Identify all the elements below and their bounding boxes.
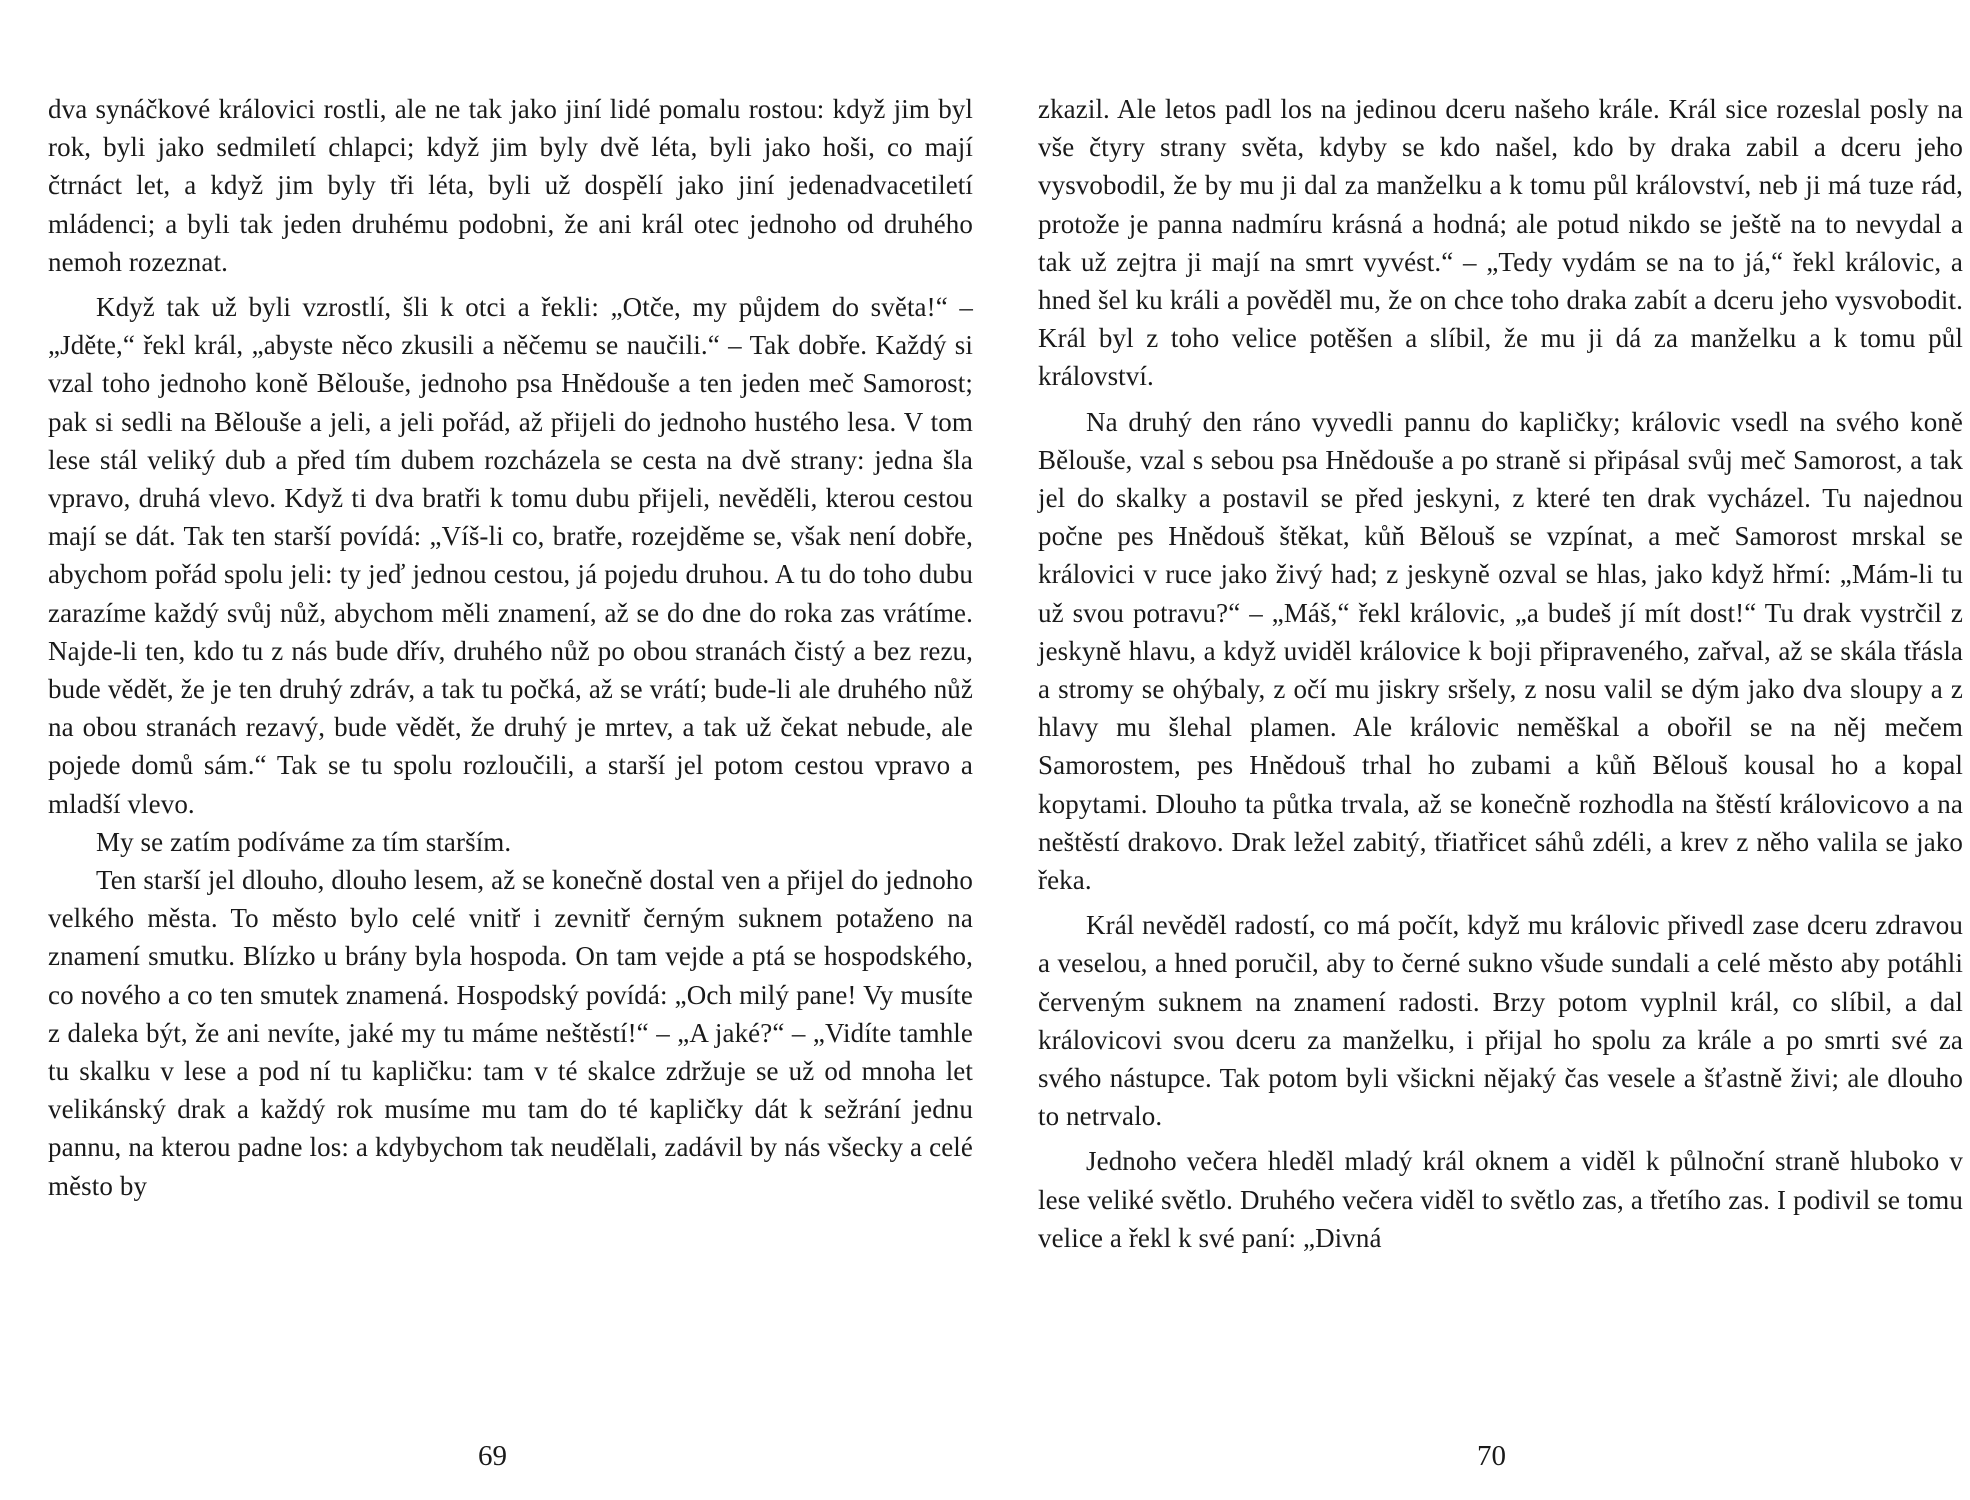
- page-number: 69: [478, 1440, 507, 1472]
- paragraph: My se zatím podíváme za tím starším.: [96, 826, 512, 857]
- paragraph: Když tak už byli vzrostlí, šli k otci a řekli: „Otče, my půjdem do světa!“ – „Jděte,“ řekl král, „abyste něco zkusili a něčemu se naučili.“ – Tak dobře. Každý si vzal toho jednoho koně Bělouše, jednoho psa Hnědouše a ten jeden meč Samorost; pak si sedli na Bělouše a jeli, a jeli pořád, až přijeli do jednoho hustého lesa. V tom lese stál veliký dub a před tím dubem rozcházela se cesta na dvě strany: jedna šla vpravo, druhá vlevo. Když ti dva bratři k tomu dubu přijeli, nevěděli, kterou cestou mají se dát. Tak ten starší povídá: „Víš-li co, bratře, rozejděme se, však není dobře, abychom pořád spolu jeli: ty jeď jednou cestou, já pojedu druhou. A tu do toho dubu zarazíme každý svůj nůž, abychom měli znamení, až se do dne do roka zas vrátíme. Najde-li ten, kdo tu z nás bude dřív, druhého nůž po obou stranách čistý a bez rezu, bude vědět, že je ten druhý zdráv, a tak tu počká, až se vrátí; bude-li ale druhého nůž na obou stranách rezavý, bude vědět, že druhý je mrtev, a tak už čekat nebude, ale pojede domů sám.“ Tak se tu spolu rozloučili, a starší jel potom cestou vpravo a mladší vlevo.: [48, 292, 973, 819]
- paragraph: zkazil. Ale letos padl los na jedinou dceru našeho krále. Král sice rozeslal posly na vše čtyry strany světa, kdyby se kdo našel, kdo by draka zabil a dceru jeho vysvobodil, že by mu ji dal za manželku a k tomu půl království, neb ji má tuze rád, protože je panna nadmíru krásná a hodná; ale potud nikdo se ještě na to nevydal a tak už zejtra ji mají na smrt vyvést.“ – „Tedy vydám se na to já,“ řekl královic, a hned šel ku králi a pověděl mu, že on chce toho draka zabít a dceru jeho vysvobodit. Král byl z toho velice potěšen a slíbil, že mu ji dá za manželku a k tomu půl království.: [1038, 94, 1963, 392]
- paragraph: Král nevěděl radostí, co má počít, když mu královic přivedl zase dceru zdravou a veselou, a hned poručil, aby to černé sukno všude sundali a celé město aby potáhli červeným suknem na znamení radosti. Brzy potom vyplnil král, co slíbil, a dal královicovi svou dceru za manželku, i přijal ho spolu za krále a po smrti své za svého nástupce. Tak potom byli všickni nějaký čas vesele a šťastně živi; ale dlouho to netrvalo.: [1038, 910, 1963, 1132]
- paragraph: dva synáčkové královici rostli, ale ne tak jako jiní lidé pomalu rostou: když jim byl rok, byli jako sedmiletí chlapci; když jim byly dvě léta, byli jako hoši, co mají čtrnáct let, a když jim byly tři léta, byli už dospělí jako jiní jedenadvacetiletí mládenci; a byli tak jeden druhému podobni, že ani král otec jednoho od druhého nemoh rozeznat.: [48, 94, 973, 277]
- left-page: [48, 90, 973, 1205]
- paragraph: Jednoho večera hleděl mladý král oknem a viděl k půlnoční straně hluboko v lese veliké světlo. Druhého večera viděl to světlo zas, a třetího zas. I podivil se tomu velice a řekl k své paní: „Divná: [1038, 1146, 1963, 1253]
- page-number: 70: [1477, 1440, 1506, 1472]
- right-page: [1038, 90, 1963, 1257]
- paragraph: Ten starší jel dlouho, dlouho lesem, až se konečně dostal ven a přijel do jednoho velkého města. To město bylo celé vnitř i zevnitř černým suknem potaženo na znamení smutku. Blízko u brány byla hospoda. On tam vejde a ptá se hospodského, co nového a co ten smutek znamená. Hospodský povídá: „Och milý pane! Vy musíte z daleka být, že ani nevíte, jaké my tu máme neštěstí!“ – „A jaké?“ – „Vidíte tamhle tu skalku v lese a pod ní tu kapličku: tam v té skalce zdržuje se už od mnoha let velikánský drak a každý rok musíme mu tam do té kapličky dát k sežrání jednu pannu, na kterou padne los: a kdybychom tak neudělali, zadávil by nás všecky a celé město by: [48, 865, 973, 1201]
- paragraph: Na druhý den ráno vyvedli pannu do kapličky; královic vsedl na svého koně Bělouše, vzal s sebou psa Hnědouše a po straně si připásal svůj meč Samorost, a tak jel do skalky a postavil se před jeskyni, z které ten drak vycházel. Tu najednou počne pes Hnědouš štěkat, kůň Bělouš se vzpínat, a meč Samorost mrskal se královici v ruce jako živý had; z jeskyně ozval se hlas, jako když hřmí: „Mám-li tu už svou potravu?“ – „Máš,“ řekl královic, „a budeš jí mít dost!“ Tu drak vystrčil z jeskyně hlavu, a když uviděl královice k boji připraveného, zařval, až se skála třásla a stromy se ohýbaly, z očí mu jiskry sršely, z nosu valil se dým jako dva sloupy a z hlavy mu šlehal plamen. Ale královic neměškal a obořil se na něj mečem Samorostem, pes Hnědouš trhal ho zubami a kůň Bělouš kousal ho a kopal kopytami. Dlouho ta půtka trvala, až se konečně rozhodla na štěstí královicovo a na neštěstí drakovo. Drak ležel zabitý, třiatřicet sáhů zdéli, a krev z něho valila se jako řeka.: [1038, 406, 1963, 896]
